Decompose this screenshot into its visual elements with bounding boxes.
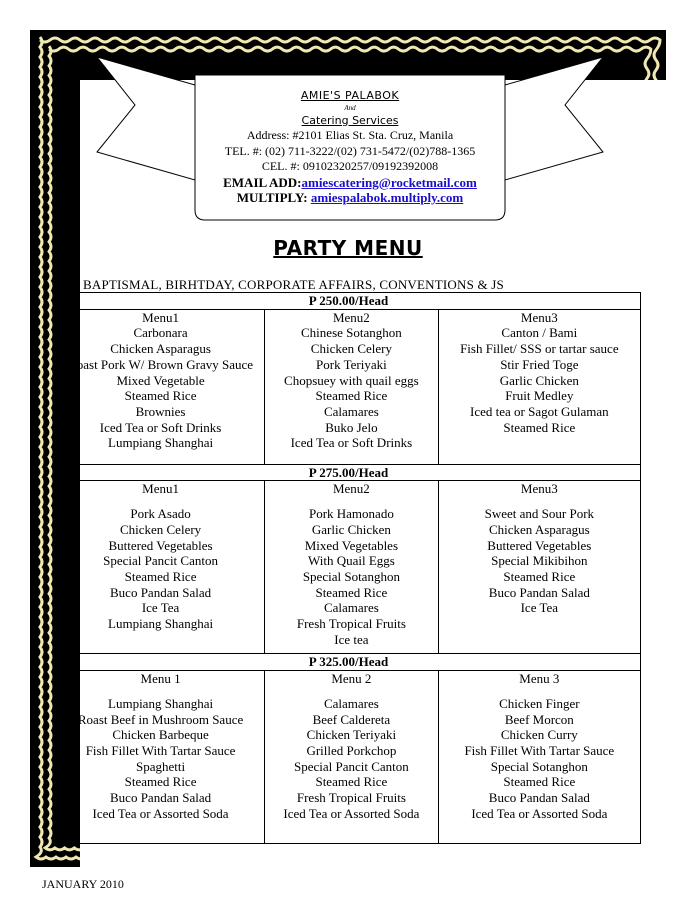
menu-item: Buko Jelo bbox=[325, 419, 378, 435]
occasions-line: BAPTISMAL, BIRHTDAY, CORPORATE AFFAIRS, CONVENTIONS & JS bbox=[83, 277, 504, 292]
menu-item: Steamed Rice bbox=[124, 774, 197, 790]
menu-item: Buco Pandan Salad bbox=[488, 584, 590, 600]
package-price: P 275.00/Head bbox=[57, 464, 641, 481]
menu-cell bbox=[57, 671, 265, 844]
menu-item: Chicken Teriyaki bbox=[306, 727, 397, 743]
menu-item: Calamares bbox=[323, 695, 379, 711]
menu-item: Steamed Rice bbox=[124, 568, 197, 584]
menu-row bbox=[57, 671, 641, 844]
business-name: AMIE'S PALABOK bbox=[300, 89, 400, 102]
menu-item: Roast Pork W/ Brown Gravy Sauce bbox=[68, 356, 254, 372]
multiply-line bbox=[195, 190, 505, 206]
menu-cell bbox=[438, 671, 640, 844]
menu-item: Chicken Asparagus bbox=[110, 341, 211, 357]
menu-name: Menu1 bbox=[142, 481, 179, 497]
menu-item: Chicken Barbeque bbox=[112, 727, 209, 743]
menu-item: Chinese Sotanghon bbox=[301, 325, 402, 341]
menu-item: Special Pancit Canton bbox=[103, 553, 218, 569]
menu-items bbox=[439, 325, 640, 435]
menu-item: Iced tea or Sagot Gulaman bbox=[470, 403, 609, 419]
menu-item: Chicken Celery bbox=[310, 341, 393, 357]
menu-item: Steamed Rice bbox=[315, 774, 388, 790]
menu-item: Garlic Chicken bbox=[499, 372, 579, 388]
menu-item: Iced Tea or Soft Drinks bbox=[290, 435, 413, 451]
menu-item: Iced Tea or Assorted Soda bbox=[283, 805, 420, 821]
menu-item: Special Sotanghon bbox=[302, 568, 400, 584]
price-row bbox=[57, 293, 641, 310]
menu-items bbox=[265, 325, 438, 451]
menu-item: Pork Hamonado bbox=[308, 506, 394, 522]
package-price: P 250.00/Head bbox=[57, 293, 641, 310]
email-label: EMAIL ADD: bbox=[223, 174, 302, 190]
business-info bbox=[195, 88, 505, 206]
menu-item: Iced Tea or Assorted Soda bbox=[471, 805, 608, 821]
menu-item: Iced Tea or Assorted Soda bbox=[92, 805, 229, 821]
menu-item: Canton / Bami bbox=[501, 325, 578, 341]
menu-item: Stir Fried Toge bbox=[500, 356, 579, 372]
menu-table bbox=[56, 292, 641, 844]
menu-item: Carbonara bbox=[133, 325, 188, 341]
menu-item: Steamed Rice bbox=[315, 584, 388, 600]
menu-item: Buco Pandan Salad bbox=[488, 790, 590, 806]
menu-item: Fruit Medley bbox=[505, 388, 574, 404]
menu-item: Calamares bbox=[323, 600, 379, 616]
menu-item: Calamares bbox=[323, 403, 379, 419]
menu-cell bbox=[265, 671, 439, 844]
menu-item: Steamed Rice bbox=[315, 388, 388, 404]
menu-items bbox=[57, 506, 264, 632]
package-price: P 325.00/Head bbox=[57, 654, 641, 671]
address-line: Address: #2101 Elias St. Sta. Cruz, Manila bbox=[246, 128, 454, 142]
menu-item: Spaghetti bbox=[136, 758, 186, 774]
menu-name: Menu3 bbox=[520, 309, 558, 325]
menu-item: Buco Pandan Salad bbox=[110, 584, 212, 600]
menu-items bbox=[439, 506, 640, 616]
menu-cell bbox=[57, 309, 265, 464]
menu-item: Chopsuey with quail eggs bbox=[284, 372, 419, 388]
business-conjunction: And bbox=[344, 103, 356, 112]
menu-item: Buttered Vegetables bbox=[108, 537, 213, 553]
menu-item: Pork Teriyaki bbox=[316, 356, 387, 372]
menu-item: Brownies bbox=[135, 403, 186, 419]
menu-item: Mixed Vegetable bbox=[116, 372, 205, 388]
page-title: PARTY MENU bbox=[273, 236, 423, 260]
footer-date: JANUARY 2010 bbox=[42, 877, 124, 891]
menu-items bbox=[439, 696, 640, 822]
menu-item: With Quail Eggs bbox=[307, 553, 395, 569]
menu-item: Fresh Tropical Fruits bbox=[296, 790, 406, 806]
menu-name: Menu2 bbox=[332, 481, 370, 497]
menu-item: Ice tea bbox=[334, 631, 369, 647]
telephone-line: TEL. #: (02) 711-3222/(02) 731-5472/(02)788-1365 bbox=[224, 143, 476, 158]
menu-item: Chicken Finger bbox=[499, 695, 580, 711]
menu-cell bbox=[438, 309, 640, 464]
menu-item: Chicken Curry bbox=[500, 727, 578, 743]
menu-item: Buttered Vegetables bbox=[487, 537, 592, 553]
multiply-label: MULTIPLY: bbox=[236, 190, 308, 205]
menu-item: Fish Fillet With Tartar Sauce bbox=[85, 742, 236, 758]
menu-item: Fish Fillet/ SSS or tartar sauce bbox=[460, 341, 619, 357]
menu-items bbox=[265, 696, 438, 822]
menu-name: Menu 1 bbox=[140, 671, 181, 687]
menu-cell bbox=[265, 481, 439, 654]
menu-item: Lumpiang Shanghai bbox=[108, 695, 214, 711]
menu-name: Menu 3 bbox=[519, 671, 560, 687]
menu-item: Steamed Rice bbox=[503, 568, 576, 584]
menu-item: Ice Tea bbox=[141, 600, 180, 616]
menu-items bbox=[265, 506, 438, 647]
menu-item: Steamed Rice bbox=[503, 774, 576, 790]
menu-items bbox=[57, 325, 264, 451]
menu-item: Special Sotanghon bbox=[490, 758, 588, 774]
menu-item: Mixed Vegetables bbox=[304, 537, 399, 553]
menu-item: Garlic Chicken bbox=[311, 521, 391, 537]
menu-item: Beef Caldereta bbox=[312, 711, 391, 727]
menu-cell bbox=[438, 481, 640, 654]
menu-row bbox=[57, 481, 641, 654]
menu-items bbox=[57, 696, 264, 822]
business-services: Catering Services bbox=[301, 113, 399, 127]
multiply-link[interactable]: amiespalabok.multiply.com bbox=[310, 190, 464, 205]
menu-item: Buco Pandan Salad bbox=[110, 790, 212, 806]
menu-cell bbox=[57, 481, 265, 654]
menu-item: Iced Tea or Soft Drinks bbox=[99, 419, 222, 435]
menu-item: Chicken Celery bbox=[119, 521, 202, 537]
menu-name: Menu3 bbox=[520, 481, 558, 497]
menu-item: Pork Asado bbox=[130, 506, 191, 522]
price-row bbox=[57, 654, 641, 671]
menu-item: Ice Tea bbox=[520, 600, 559, 616]
menu-item: Fish Fillet With Tartar Sauce bbox=[464, 742, 615, 758]
cellphone-line: CEL. #: 09102320257/09192392008 bbox=[261, 159, 439, 173]
menu-item: Roast Beef in Mushroom Sauce bbox=[77, 711, 244, 727]
email-link[interactable]: amiescatering@rocketmail.com bbox=[301, 174, 477, 190]
menu-name: Menu1 bbox=[142, 309, 179, 325]
menu-item: Steamed Rice bbox=[503, 419, 576, 435]
menu-item: Special Mikibihon bbox=[491, 553, 588, 569]
menu-item: Special Pancit Canton bbox=[293, 758, 409, 774]
menu-cell bbox=[265, 309, 439, 464]
menu-item: Chicken Asparagus bbox=[488, 521, 590, 537]
menu-name: Menu2 bbox=[332, 309, 370, 325]
menu-item: Lumpiang Shanghai bbox=[108, 435, 214, 451]
menu-item: Lumpiang Shanghai bbox=[108, 616, 214, 632]
price-row bbox=[57, 464, 641, 481]
email-line bbox=[195, 175, 505, 191]
menu-item: Beef Morcon bbox=[504, 711, 574, 727]
menu-item: Fresh Tropical Fruits bbox=[296, 616, 406, 632]
menu-name: Menu 2 bbox=[331, 671, 372, 687]
menu-row bbox=[57, 309, 641, 464]
menu-item: Steamed Rice bbox=[124, 388, 197, 404]
menu-item: Sweet and Sour Pork bbox=[484, 506, 595, 522]
menu-item: Grilled Porkchop bbox=[306, 742, 397, 758]
